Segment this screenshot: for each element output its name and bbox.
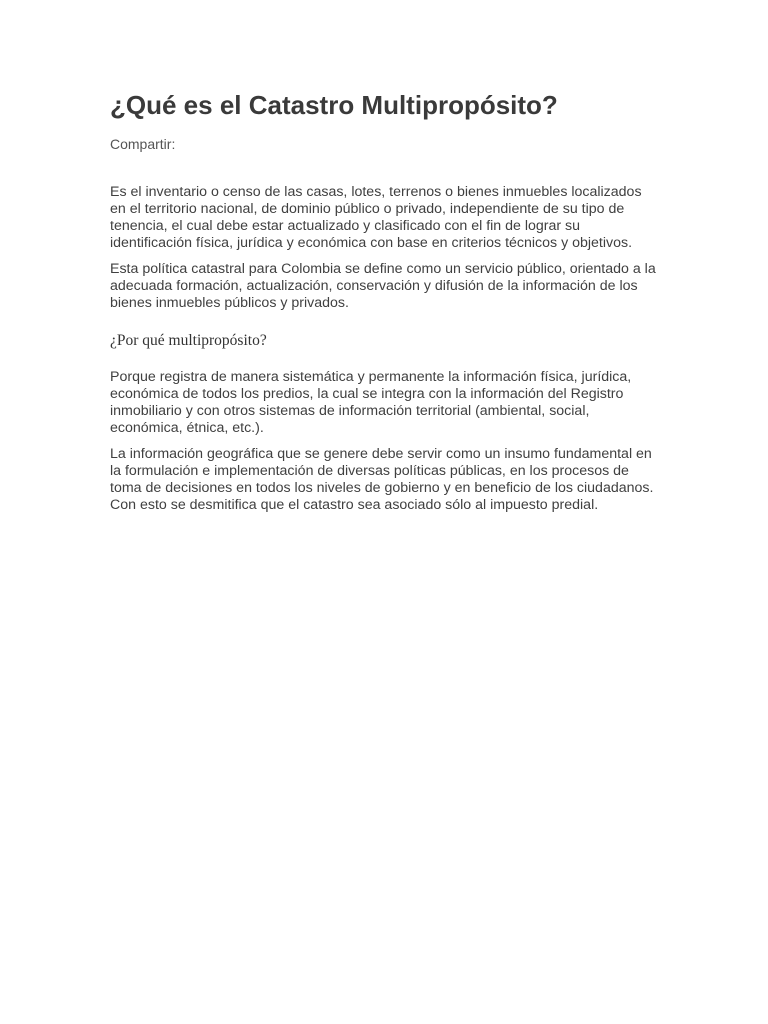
document-page: [110, 86, 660, 514]
share-label: Compartir:: [110, 136, 176, 152]
page-title: ¿Qué es el Catastro Multipropósito?: [110, 90, 558, 120]
section-heading: ¿Por qué multipropósito?: [110, 332, 267, 349]
paragraph-definition: Es el inventario o censo de las casas, lotes, terrenos o bienes inmuebles localizados en el territorio nacional, de dominio público o privado, independiente de su tipo de tenencia, el cual debe estar actualizado y clasificado con el fin de lograr su identificación física, jurídica y económica con base en criterios técnicos y objetivos.: [110, 184, 642, 251]
paragraph-reason: Porque registra de manera sistemática y permanente la información física, jurídica, económica de todos los predios, la cual se integra con la información del Registro inmobiliario y con otros sistemas de información territorial (ambiental, social, económica, étnica, etc.).: [110, 369, 632, 436]
paragraph-policy: Esta política catastral para Colombia se define como un servicio público, orientado a la adecuada formación, actualización, conservación y difusión de la información de los bienes inmuebles públicos y privados.: [110, 261, 656, 311]
paragraph-geographic-info: La información geográfica que se genere debe servir como un insumo fundamental en la formulación e implementación de diversas políticas públicas, en los procesos de toma de decisiones en todos los niveles de gobierno y en beneficio de los ciudadanos. Con esto se desmitifica que el catastro sea asociado sólo al impuesto predial.: [110, 446, 654, 513]
